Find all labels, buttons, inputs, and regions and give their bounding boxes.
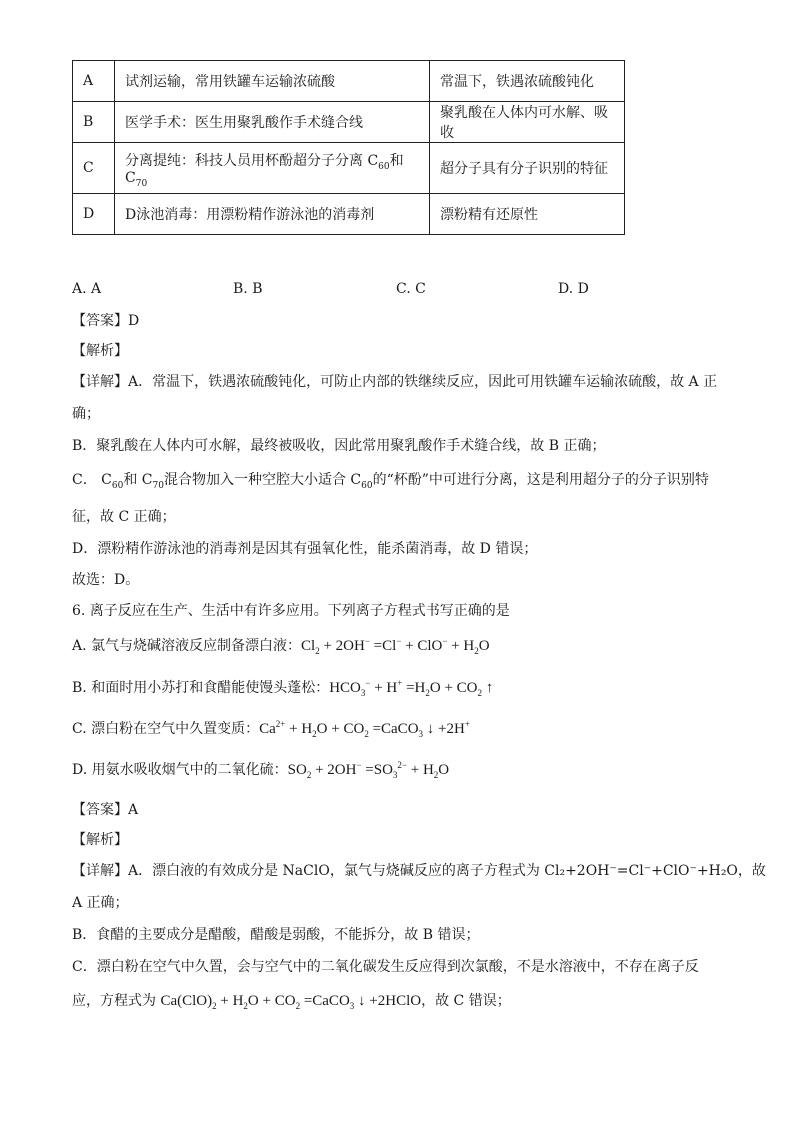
row-activity: 分离提纯：科技人员用杯酚超分子分离 $C_{60}$和 $C_{70}$ bbox=[115, 143, 430, 194]
q5-detail-a1: 【详解】A．常温下，铁遇浓硫酸钝化，可防止内部的铁继续反应，因此可用铁罐车运输浓硫酸，故 A 正 bbox=[72, 374, 718, 390]
choice-b: B. B bbox=[233, 281, 263, 297]
q5-detail-d: D．漂粉精作游泳池的消毒剂是因其有强氧化性，能杀菌消毒，故 D 错误； bbox=[72, 541, 538, 557]
q5-detail-a2: 确； bbox=[72, 406, 100, 422]
row-letter: A bbox=[73, 61, 115, 102]
row-letter: C bbox=[73, 143, 115, 194]
q6-answer: 【答案】A bbox=[72, 802, 139, 818]
q5-detail-c1: C． $C_{60}$和 $C_{70}$混合物加入一种空腔大小适合 $C_{60}$的“杯酚”中可进行分离，这是利用超分子的分子识别特 bbox=[72, 472, 709, 491]
q6-stem: 6. 离子反应在生产、生活中有许多应用。下列离子方程式书写正确的是 bbox=[72, 603, 510, 619]
row-reason: 漂粉精有还原性 bbox=[430, 194, 625, 235]
choice-d: D. D bbox=[558, 281, 589, 297]
q6-option-b: B. 和面时用小苏打和食醋能使馒头蓬松：$HCO_3^- + H^+ =H_2O + CO_2$ ↑ bbox=[72, 678, 494, 698]
q6-analysis-label: 【解析】 bbox=[72, 832, 128, 848]
q6-detail-a1: 【详解】A．漂白液的有效成分是 NaClO，氯气与烧碱反应的离子方程式为 Cl₂+2OH⁻=Cl⁻+ClO⁻+H₂O，故 bbox=[72, 863, 766, 879]
table-row bbox=[73, 194, 625, 235]
choice-a: A. A bbox=[72, 281, 102, 297]
row-reason: 聚乳酸在人体内可水解、吸收 bbox=[430, 102, 625, 143]
q6-detail-c1: C．漂白粉在空气中久置，会与空气中的二氧化碳发生反应得到次氯酸，不是水溶液中，不存在离子反 bbox=[72, 959, 699, 975]
q5-analysis-label: 【解析】 bbox=[72, 343, 128, 359]
q6-detail-a2: A 正确； bbox=[72, 895, 129, 911]
q6-detail-c2: 应，方程式为 $Ca(ClO)_2 + H_2O + CO_2$ =CaCO$_3$ ↓ +2HClO，故 C 错误； bbox=[72, 993, 511, 1011]
options-table bbox=[72, 60, 625, 235]
q5-answer: 【答案】D bbox=[72, 313, 140, 329]
row-reason: 常温下，铁遇浓硫酸钝化 bbox=[430, 61, 625, 102]
row-letter: B bbox=[73, 102, 115, 143]
row-letter: D bbox=[73, 194, 115, 235]
table-row bbox=[73, 61, 625, 102]
q6-option-a: A. 氯气与烧碱溶液反应制备漂白液：$Cl_2 + 2OH^- =Cl^- + ClO^- + H_2O$ bbox=[72, 636, 490, 656]
q5-detail-c2: 征，故 C 正确； bbox=[72, 509, 176, 525]
q5-choose: 故选：D。 bbox=[72, 572, 140, 588]
q6-detail-b: B．食醋的主要成分是醋酸，醋酸是弱酸，不能拆分，故 B 错误； bbox=[72, 927, 480, 943]
row-reason: 超分子具有分子识别的特征 bbox=[430, 143, 625, 194]
row-activity: 医学手术：医生用聚乳酸作手术缝合线 bbox=[115, 102, 430, 143]
table-row bbox=[73, 102, 625, 143]
q5-detail-b: B．聚乳酸在人体内可水解，最终被吸收，因此常用聚乳酸作手术缝合线，故 B 正确； bbox=[72, 438, 606, 454]
row-activity: 试剂运输，常用铁罐车运输浓硫酸 bbox=[115, 61, 430, 102]
q6-option-d: D. 用氨水吸收烟气中的二氧化硫：$SO_2 + 2OH^- =SO_3^{2-} + H_2O$ bbox=[72, 760, 450, 780]
q6-option-c: C. 漂白粉在空气中久置变质：$Ca^{2+} + H_2O + CO_2$ =CaCO$_3$ ↓ +2H+ bbox=[72, 719, 470, 739]
row-activity: D泳池消毒：用漂粉精作游泳池的消毒剂 bbox=[115, 194, 430, 235]
table-row bbox=[73, 143, 625, 194]
choice-c: C. C bbox=[396, 281, 426, 297]
